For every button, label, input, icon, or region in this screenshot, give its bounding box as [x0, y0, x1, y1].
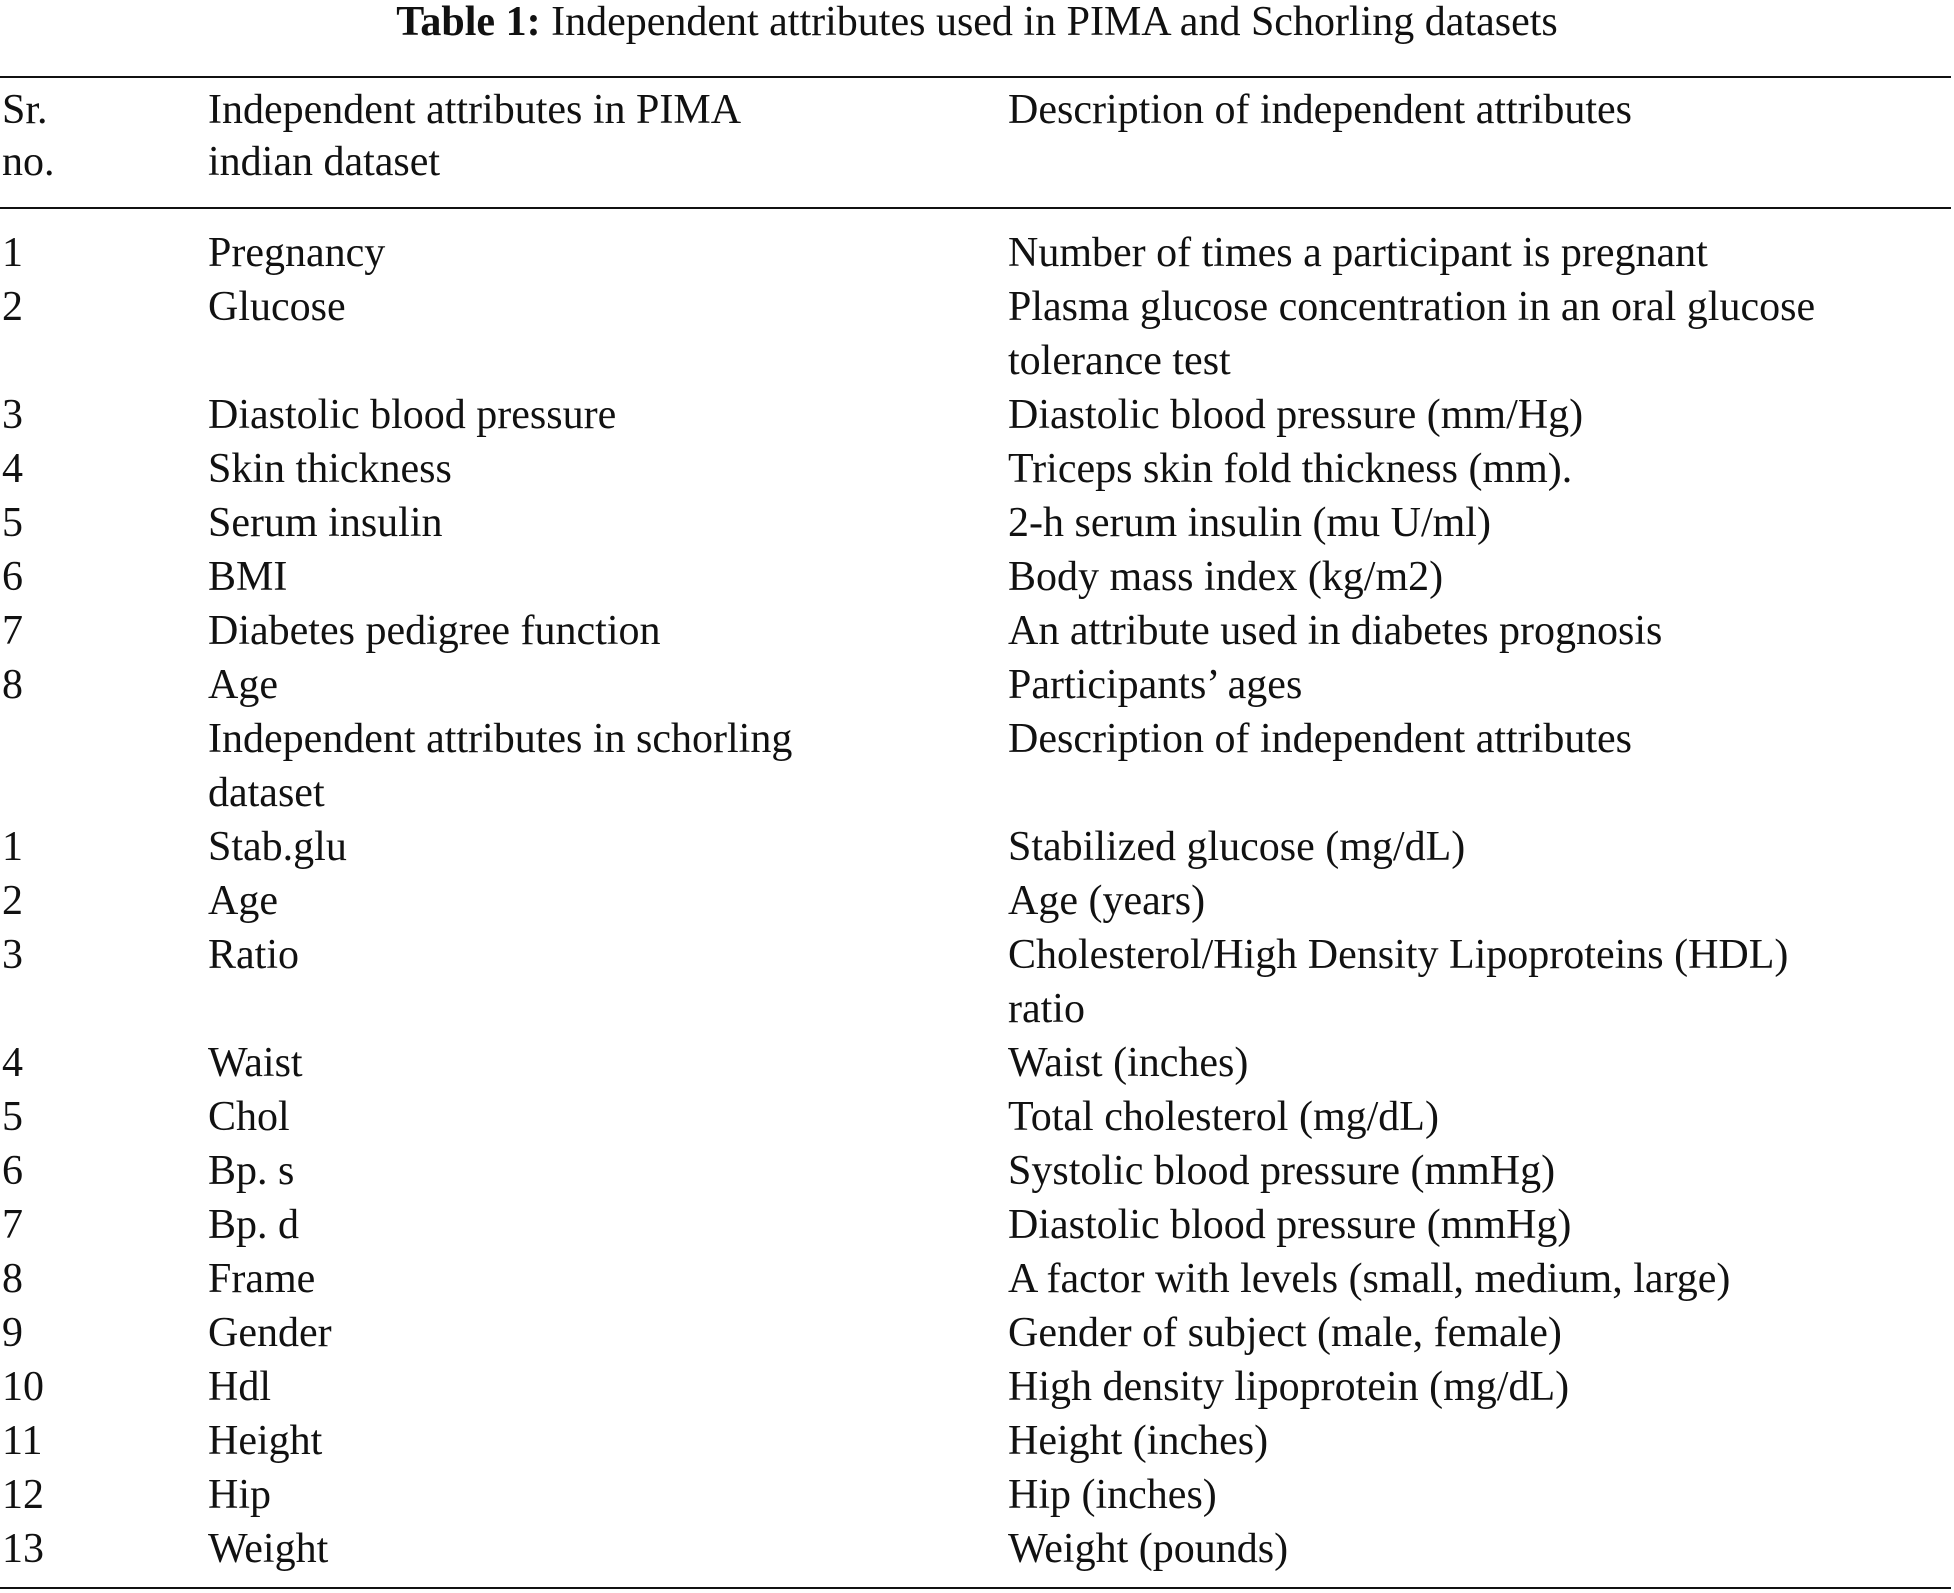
table-row	[0, 442, 1954, 496]
cell-sr-no: 13	[2, 1526, 44, 1572]
cell-description-line: tolerance test	[1008, 338, 1231, 384]
cell-attribute	[208, 1522, 1008, 1576]
cell-sr-no: 12	[2, 1472, 44, 1518]
cell-description	[1008, 712, 1954, 820]
cell-sr-no: 2	[2, 284, 23, 330]
cell-attribute	[208, 820, 1008, 874]
table-row	[0, 712, 1954, 820]
cell-attribute	[208, 604, 1008, 658]
cell-sr-no: 6	[2, 554, 23, 600]
cell-attribute	[208, 1414, 1008, 1468]
cell-description-line: A factor with levels (small, medium, large)	[1008, 1256, 1731, 1302]
cell-description	[1008, 1090, 1954, 1144]
cell-description-line: Age (years)	[1008, 878, 1206, 924]
cell-sr-no: 4	[2, 446, 23, 492]
cell-description-line: Diastolic blood pressure (mm/Hg)	[1008, 392, 1584, 438]
cell-sr-no: 4	[2, 1040, 23, 1086]
table-row	[0, 820, 1954, 874]
cell-sr-no: 3	[2, 392, 23, 438]
top-rule	[0, 76, 1951, 78]
cell-attribute	[208, 550, 1008, 604]
cell-attribute-line: Stab.glu	[208, 824, 347, 870]
table-row	[0, 388, 1954, 442]
cell-attribute	[208, 226, 1008, 280]
cell-description-line: Cholesterol/High Density Lipoproteins (HDL)	[1008, 932, 1789, 978]
cell-description	[1008, 1306, 1954, 1360]
cell-description	[1008, 874, 1954, 928]
cell-attribute-line: Frame	[208, 1256, 316, 1302]
header-attributes-line: indian dataset	[208, 139, 441, 185]
header-description	[1008, 84, 1954, 188]
header-description-line: Description of independent attributes	[1008, 87, 1632, 133]
cell-description-line: Total cholesterol (mg/dL)	[1008, 1094, 1439, 1140]
table-row	[0, 1306, 1954, 1360]
cell-description-line: Waist (inches)	[1008, 1040, 1249, 1086]
header-sr-no-line: no.	[2, 139, 55, 185]
cell-attribute	[208, 442, 1008, 496]
header-attributes-line: Independent attributes in PIMA	[208, 87, 742, 133]
cell-description	[1008, 1522, 1954, 1576]
table-row	[0, 1522, 1954, 1576]
cell-description	[1008, 1198, 1954, 1252]
cell-attribute	[208, 1036, 1008, 1090]
cell-sr-no: 6	[2, 1148, 23, 1194]
cell-attribute-line: Height	[208, 1418, 323, 1464]
cell-attribute-line: Diabetes pedigree function	[208, 608, 661, 654]
cell-attribute-line: Age	[208, 878, 278, 924]
cell-attribute-line: BMI	[208, 554, 288, 600]
cell-attribute	[208, 280, 1008, 388]
cell-description-line: 2-h serum insulin (mu U/ml)	[1008, 500, 1491, 546]
table-row	[0, 1360, 1954, 1414]
cell-description	[1008, 550, 1954, 604]
cell-description	[1008, 280, 1954, 388]
cell-sr-no: 7	[2, 1202, 23, 1248]
cell-attribute-line: dataset	[208, 770, 325, 816]
cell-attribute-line: Diastolic blood pressure	[208, 392, 617, 438]
table-row	[0, 226, 1954, 280]
cell-description	[1008, 388, 1954, 442]
table-row	[0, 1036, 1954, 1090]
cell-description-line: Hip (inches)	[1008, 1472, 1217, 1518]
cell-sr-no: 1	[2, 824, 23, 870]
table-row	[0, 1144, 1954, 1198]
table-row	[0, 1252, 1954, 1306]
header-attributes	[208, 84, 1008, 188]
cell-attribute-line: Chol	[208, 1094, 290, 1140]
table-row	[0, 658, 1954, 712]
cell-sr-no: 1	[2, 230, 23, 276]
cell-description-line: Description of independent attributes	[1008, 716, 1632, 762]
cell-description	[1008, 1252, 1954, 1306]
header-rule	[0, 207, 1951, 209]
cell-attribute	[208, 388, 1008, 442]
cell-attribute-line: Skin thickness	[208, 446, 452, 492]
cell-description-line: Stabilized glucose (mg/dL)	[1008, 824, 1466, 870]
cell-description-line: Height (inches)	[1008, 1418, 1269, 1464]
header-sr-no	[0, 84, 208, 188]
cell-attribute	[208, 658, 1008, 712]
cell-sr-no: 2	[2, 878, 23, 924]
cell-description-line: ratio	[1008, 986, 1085, 1032]
cell-sr-no: 5	[2, 500, 23, 546]
table-row	[0, 1414, 1954, 1468]
cell-sr-no: 3	[2, 932, 23, 978]
caption-text: Independent attributes used in PIMA and Schorling datasets	[551, 0, 1558, 45]
cell-attribute-line: Gender	[208, 1310, 332, 1356]
cell-sr-no: 11	[2, 1418, 43, 1464]
table-row	[0, 280, 1954, 388]
cell-description	[1008, 604, 1954, 658]
cell-attribute	[208, 1306, 1008, 1360]
cell-attribute	[208, 1360, 1008, 1414]
cell-attribute	[208, 1144, 1008, 1198]
table-row	[0, 1090, 1954, 1144]
cell-sr-no: 8	[2, 1256, 23, 1302]
cell-attribute-line: Bp. s	[208, 1148, 295, 1194]
cell-description	[1008, 928, 1954, 1036]
table-row	[0, 1198, 1954, 1252]
cell-description-line: Gender of subject (male, female)	[1008, 1310, 1562, 1356]
cell-description-line: Participants’ ages	[1008, 662, 1303, 708]
header-row	[0, 84, 1954, 188]
cell-attribute	[208, 874, 1008, 928]
cell-sr-no: 9	[2, 1310, 23, 1356]
cell-description-line: Plasma glucose concentration in an oral glucose	[1008, 284, 1816, 330]
cell-sr-no: 7	[2, 608, 23, 654]
cell-attribute	[208, 928, 1008, 1036]
table-caption	[0, 0, 1954, 44]
cell-description-line: Number of times a participant is pregnant	[1008, 230, 1708, 276]
cell-description	[1008, 1360, 1954, 1414]
cell-attribute	[208, 496, 1008, 550]
cell-description	[1008, 496, 1954, 550]
header-sr-no-line: Sr.	[2, 87, 48, 133]
cell-attribute-line: Hdl	[208, 1364, 271, 1410]
cell-attribute	[208, 1252, 1008, 1306]
cell-attribute-line: Waist	[208, 1040, 303, 1086]
caption-label: Table 1:	[396, 0, 541, 45]
table-row	[0, 496, 1954, 550]
cell-sr-no: 10	[2, 1364, 44, 1410]
cell-description	[1008, 1036, 1954, 1090]
cell-attribute-line: Bp. d	[208, 1202, 300, 1248]
cell-description	[1008, 658, 1954, 712]
cell-description	[1008, 1144, 1954, 1198]
cell-description	[1008, 1468, 1954, 1522]
cell-attribute-line: Glucose	[208, 284, 346, 330]
cell-attribute-line: Hip	[208, 1472, 271, 1518]
cell-attribute-line: Ratio	[208, 932, 299, 978]
cell-description-line: Diastolic blood pressure (mmHg)	[1008, 1202, 1572, 1248]
cell-attribute-line: Age	[208, 662, 278, 708]
table-row	[0, 928, 1954, 1036]
cell-description-line: Triceps skin fold thickness (mm).	[1008, 446, 1573, 492]
cell-description	[1008, 820, 1954, 874]
cell-description	[1008, 1414, 1954, 1468]
table-header	[0, 84, 1954, 188]
cell-description-line: High density lipoprotein (mg/dL)	[1008, 1364, 1570, 1410]
table-row	[0, 874, 1954, 928]
cell-attribute	[208, 712, 1008, 820]
table-row	[0, 550, 1954, 604]
cell-description-line: Body mass index (kg/m2)	[1008, 554, 1444, 600]
table-body	[0, 226, 1954, 1576]
table-row	[0, 1468, 1954, 1522]
cell-attribute-line: Independent attributes in schorling	[208, 716, 793, 762]
cell-attribute	[208, 1468, 1008, 1522]
cell-description	[1008, 226, 1954, 280]
cell-description	[1008, 442, 1954, 496]
cell-sr-no	[0, 712, 208, 820]
cell-attribute	[208, 1090, 1008, 1144]
cell-attribute	[208, 1198, 1008, 1252]
cell-attribute-line: Serum insulin	[208, 500, 443, 546]
cell-attribute-line: Weight	[208, 1526, 329, 1572]
table-row	[0, 604, 1954, 658]
cell-sr-no: 8	[2, 662, 23, 708]
cell-sr-no: 5	[2, 1094, 23, 1140]
cell-description-line: An attribute used in diabetes prognosis	[1008, 608, 1663, 654]
cell-description-line: Weight (pounds)	[1008, 1526, 1289, 1572]
cell-description-line: Systolic blood pressure (mmHg)	[1008, 1148, 1556, 1194]
bottom-rule	[0, 1587, 1951, 1589]
cell-attribute-line: Pregnancy	[208, 230, 386, 276]
